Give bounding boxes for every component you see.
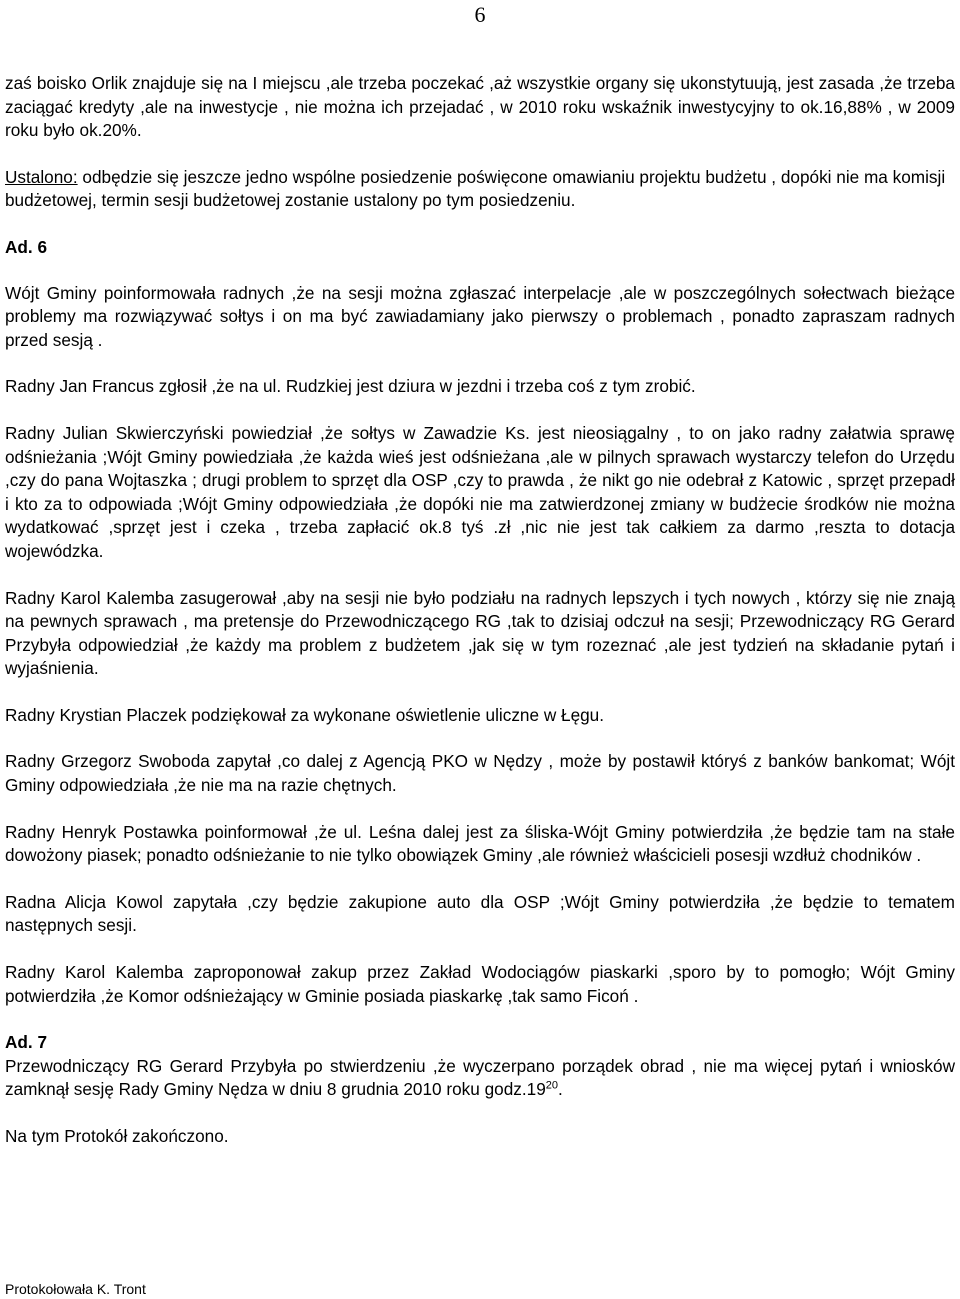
document-body <box>5 72 955 1172</box>
paragraph-wojt-interpelacje: Wójt Gminy poinformowała radnych ,że na sesji można zgłaszać interpelacje ,ale w poszczególnych sołectwach bieżące problemy ma rozwiązywać sołtys i on ma być zawiadamiany jako pierwszy o problemach , ponadto zapraszam radnych przed sesją . <box>5 282 955 350</box>
zamkniecie-text: Przewodniczący RG Gerard Przybyła po stwierdzeniu ,że wyczerpano porządek obrad , nie ma więcej pytań i wniosków zamknął sesję Rady Gminy Nędza w dniu 8 grudnia 2010 roku godz.19 <box>5 1055 955 1100</box>
ustalono-text: odbędzie się jeszcze jedno wspólne posiedzenie poświęcone omawianiu projektu budżetu , dopóki nie ma komisji budżetowej, termin sesji budżetowej zostanie ustalony po tym posiedzeniu. <box>5 166 946 211</box>
paragraph-orlik: zaś boisko Orlik znajduje się na I miejscu ,ale trzeba poczekać ,aż wszystkie organy się ukonstytuują, jest zasada ,że trzeba zaciągać kredyty ,ale na inwestycje , nie można ich przejadać , w 2010 roku wskaźnik inwestycyjny to ok.16,88% , w 2009 roku było ok.20%. <box>5 73 955 141</box>
paragraph-skwierczynski: Radny Julian Skwierczyński powiedział ,że sołtys w Zawadzie Ks. jest nieosiągalny , to on jako radny załatwia sprawę odśnieżania ;Wójt Gminy powiedziała ,że każda wieś jest odśnieżana ,ale w pilnych sprawach wystarczy telefon do Urzędu ,czy do pana Wojtaszka ; drugi problem to sprzęt dla OSP ,czy to prawda , że nikt go nie odebrał z Katowic , sprzęt przepadł i kto za to odpowiada ;Wójt Gminy odpowiedziała ,że dopóki nie ma zatwierdzonej zmiany w budżecie środków nie można wydatkować ,sprzęt jest i czeka , trzeba zapłacić ok.8 tyś .zł ,nic nie jest tak całkiem za darmo ,reszta to dotacja wojewódzka. <box>5 422 955 561</box>
paragraph-placzek: Radny Krystian Placzek podziękował za wykonane oświetlenie uliczne w Łęgu. <box>5 704 605 725</box>
paragraph-swoboda: Radny Grzegorz Swoboda zapytał ,co dalej z Agencją PKO w Nędzy , może by postawił któryś z banków bankomat; Wójt Gminy odpowiedziała ,że nie ma na razie chętnych. <box>5 751 955 796</box>
time-minutes-superscript: 20 <box>545 1079 559 1092</box>
page-number: 6 <box>474 2 486 27</box>
paragraph-francus: Radny Jan Francus zgłosił ,że na ul. Rudzkiej jest dziura w jezdni i trzeba coś z tym zrobić. <box>5 376 696 397</box>
paragraph-kowol: Radna Alicja Kowol zapytała ,czy będzie zakupione auto dla OSP ;Wójt Gminy potwierdziła ,że będzie to tematem następnych sesji. <box>5 891 955 936</box>
paragraph-kalemba-piaskarka: Radny Karol Kalemba zaproponował zakup przez Zakład Wodociągów piaskarki ,sporo by to pomogło; Wójt Gminy potwierdziła ,że Komor odśnieżający w Gminie posiada piaskarkę ,tak samo Ficoń . <box>5 962 955 1006</box>
paragraph-zakonczono: Na tym Protokół zakończono. <box>5 1126 229 1146</box>
paragraph-postawka: Radny Henryk Postawka poinformował ,że ul. Leśna dalej jest za śliska-Wójt Gminy potwierdziła ,że będzie tam na stałe dowożony piasek; ponadto odśnieżanie to nie tylko obowiązek Gminy ,ale również właścicieli posesji wzdłuż chodników . <box>5 821 955 866</box>
paragraph-zamkniecie <box>5 1055 955 1102</box>
ustalono-label: Ustalono: <box>5 166 78 187</box>
paragraph-kalemba-sesja: Radny Karol Kalemba zasugerował ,aby na sesji nie było podziału na radnych lepszych i tych nowych , którzy się nie znają na pewnych sprawach , ma pretensje do Przewodniczącego RG ,tak to dzisiaj odczuł na sesji; Przewodniczący RG Gerard Przybyła odpowiedział ,że każdy ma problem z budżetem ,jak się w tym rozeznać ,ale jest tydzień na składanie pytań i wyjaśnienia. <box>5 587 955 679</box>
zamkniecie-end: . <box>558 1079 563 1100</box>
signature-line: Protokołowała K. Tront <box>5 1281 146 1297</box>
heading-ad-7: Ad. 7 <box>5 1032 48 1053</box>
paragraph-ustalono <box>5 166 955 213</box>
heading-ad-6: Ad. 6 <box>5 236 48 257</box>
